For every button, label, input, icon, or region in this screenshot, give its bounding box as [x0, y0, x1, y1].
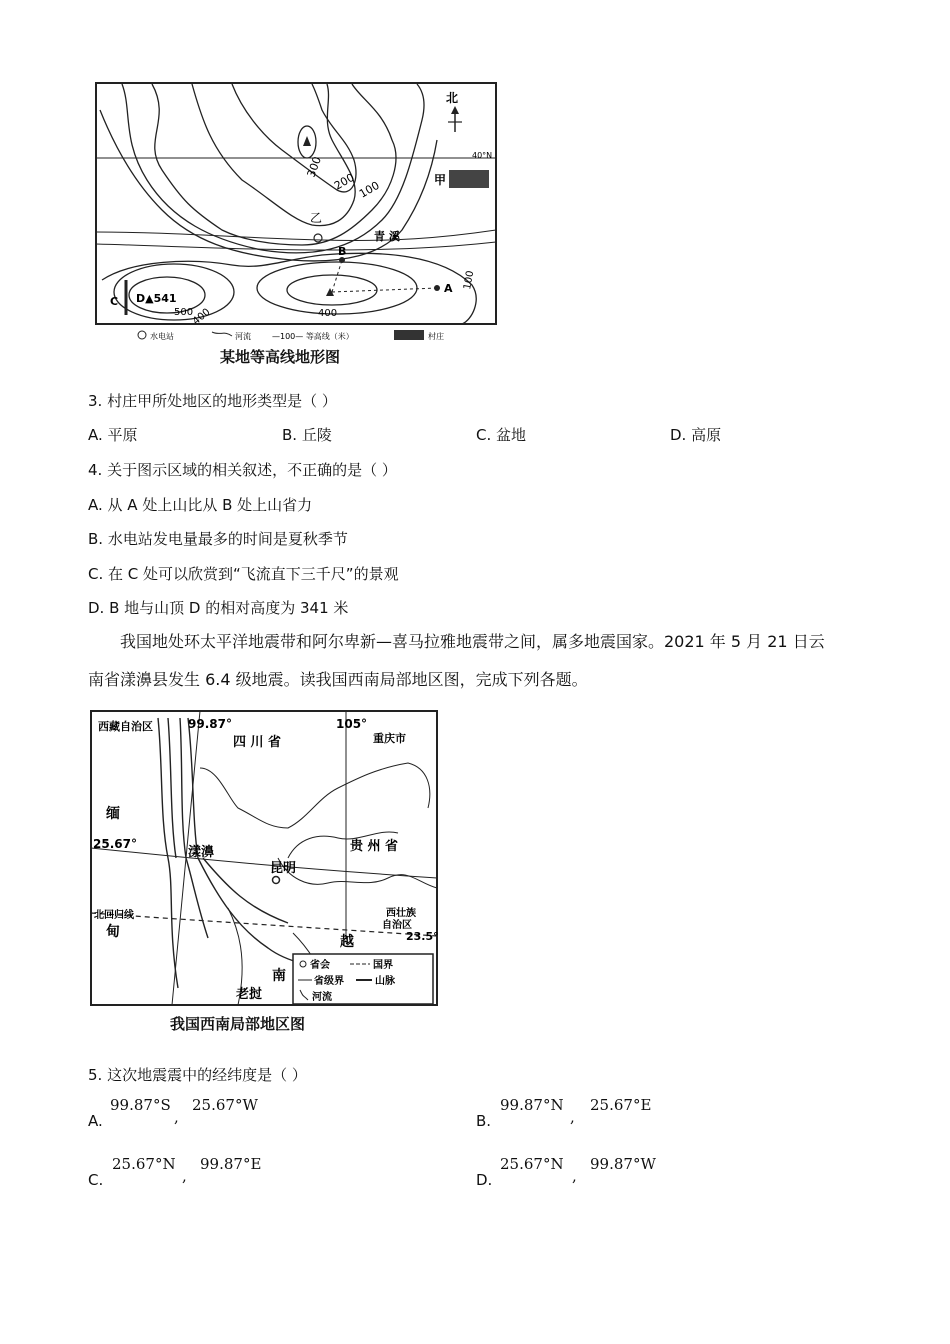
option-b-sep: , [570, 1108, 575, 1126]
contour-label-500: 500 [174, 307, 194, 318]
label-yi: 乙 [310, 211, 323, 225]
question-3-stem: 3. 村庄甲所处地区的地形类型是（ ） [88, 392, 337, 410]
map2-legend [293, 954, 433, 1004]
kunming-capital-icon [273, 877, 280, 884]
option-c-value-1: 25.67°N [112, 1155, 176, 1173]
river-label: 青 溪 [374, 230, 400, 243]
contour-label-200: 200 [332, 170, 357, 193]
label-vietnam-2: 南 [272, 968, 286, 984]
question-5-stem: 5. 这次地震震中的经纬度是（ ） [88, 1066, 307, 1084]
option-a-sep: , [174, 1108, 179, 1126]
north-arrow-icon [448, 106, 462, 132]
hydro-station-icon [314, 234, 322, 242]
option-a-value-2: 25.67°W [192, 1096, 258, 1114]
option-d-value-1: 25.67°N [500, 1155, 564, 1173]
label-guangxi-2: 自治区 [382, 920, 412, 931]
point-b-label: B [338, 245, 347, 258]
rivers-and-mountains [158, 718, 338, 988]
option-a-value-1: 99.87°S [110, 1096, 171, 1114]
contour-label-300: 300 [304, 154, 325, 180]
legend-village-label: 村庄 [428, 332, 444, 341]
question-3-option-d: D. 高原 [670, 426, 722, 444]
southwest-china-map-figure [88, 708, 440, 1008]
label-laos: 老挝 [236, 987, 263, 1002]
label-kunming: 昆明 [270, 861, 297, 876]
question-4-option-b: B. 水电站发电量最多的时间是夏秋季节 [88, 530, 348, 548]
legend-border-label: 国界 [373, 960, 393, 971]
village-jia-mark [449, 170, 489, 188]
north-label: 北 [446, 91, 459, 105]
point-a-label: A [444, 282, 453, 295]
label-guizhou: 贵 州 省 [350, 839, 399, 854]
legend-river-label-2: 河流 [312, 992, 332, 1003]
option-b-value-2: 25.67°E [590, 1096, 652, 1114]
label-sichuan: 四 川 省 [233, 735, 282, 750]
contour-label-400-west: 400 [190, 306, 213, 328]
label-guangxi-1: 西壮族 [386, 908, 416, 919]
contour-label-100-east: 100 [462, 269, 477, 291]
option-b-value-1: 99.87°N [500, 1096, 564, 1114]
question-4-option-c: C. 在 C 处可以欣赏到“飞流直下三千尺”的景观 [88, 565, 399, 583]
question-4-option-a: A. 从 A 处上山比从 B 处上山省力 [88, 496, 313, 514]
point-c-label: C [110, 295, 119, 308]
option-d-sep: , [572, 1167, 577, 1185]
label-vietnam-1: 越 [340, 934, 354, 950]
legend-contour-label: —100— 等高线（米） [272, 332, 354, 341]
label-lon-9987: 99.87° [188, 717, 232, 731]
question-3-option-c: C. 盆地 [476, 426, 527, 444]
label-yangbi: 漾濞 [188, 845, 215, 860]
label-tropic: 北回归线 [94, 910, 134, 921]
label-chongqing: 重庆市 [373, 732, 406, 745]
option-d-value-2: 99.87°W [590, 1155, 656, 1173]
legend-capital-label: 省会 [310, 960, 330, 971]
legend-river-label: 河流 [235, 332, 251, 341]
passage-line-2: 南省漾濞县发生 6.4 级地震。读我国西南局部地区图，完成下列各题。 [88, 670, 588, 689]
lat-40n-label: 40°N [472, 151, 493, 160]
point-d-label: D▲541 [136, 292, 177, 305]
question-4-option-d: D. B 地与山顶 D 的相对高度为 341 米 [88, 599, 349, 617]
contour-lines-south [102, 253, 476, 324]
option-c-value-2: 99.87°E [200, 1155, 262, 1173]
figure2-caption: 我国西南局部地区图 [170, 1015, 306, 1033]
question-3-option-a: A. 平原 [88, 426, 138, 444]
option-c-sep: , [182, 1167, 187, 1185]
label-lon-105: 105° [336, 717, 368, 731]
figure1-caption: 某地等高线地形图 [220, 348, 341, 366]
village-jia-label: 甲 [434, 173, 447, 187]
label-lat-2567: 25.67° [93, 837, 137, 851]
question-4-stem: 4. 关于图示区域的相关叙述，不正确的是（ ） [88, 461, 397, 479]
contour-label-100: 100 [357, 178, 382, 201]
legend-province-label: 省级界 [314, 976, 344, 987]
option-a-letter: A. [88, 1112, 103, 1130]
label-myanmar-2: 甸 [106, 924, 120, 940]
passage-line-1: 我国地处环太平洋地震带和阿尔卑新—喜马拉雅地震带之间，属多地震国家。2021 年 5 月 21 日云 [120, 632, 825, 651]
contour-label-400: 400 [318, 308, 338, 319]
legend-mountain-label: 山脉 [375, 976, 395, 987]
option-c-letter: C. [88, 1171, 104, 1189]
option-d-letter: D. [476, 1171, 493, 1189]
option-b-letter: B. [476, 1112, 492, 1130]
label-lat-235: 23.5° [406, 930, 439, 943]
legend-hydro-label: 水电站 [150, 332, 174, 341]
label-myanmar-1: 缅 [106, 806, 120, 822]
label-tibet: 西藏自治区 [98, 720, 153, 733]
contour-map-figure [92, 80, 500, 342]
map-legend [138, 330, 444, 341]
question-3-option-b: B. 丘陵 [282, 426, 332, 444]
